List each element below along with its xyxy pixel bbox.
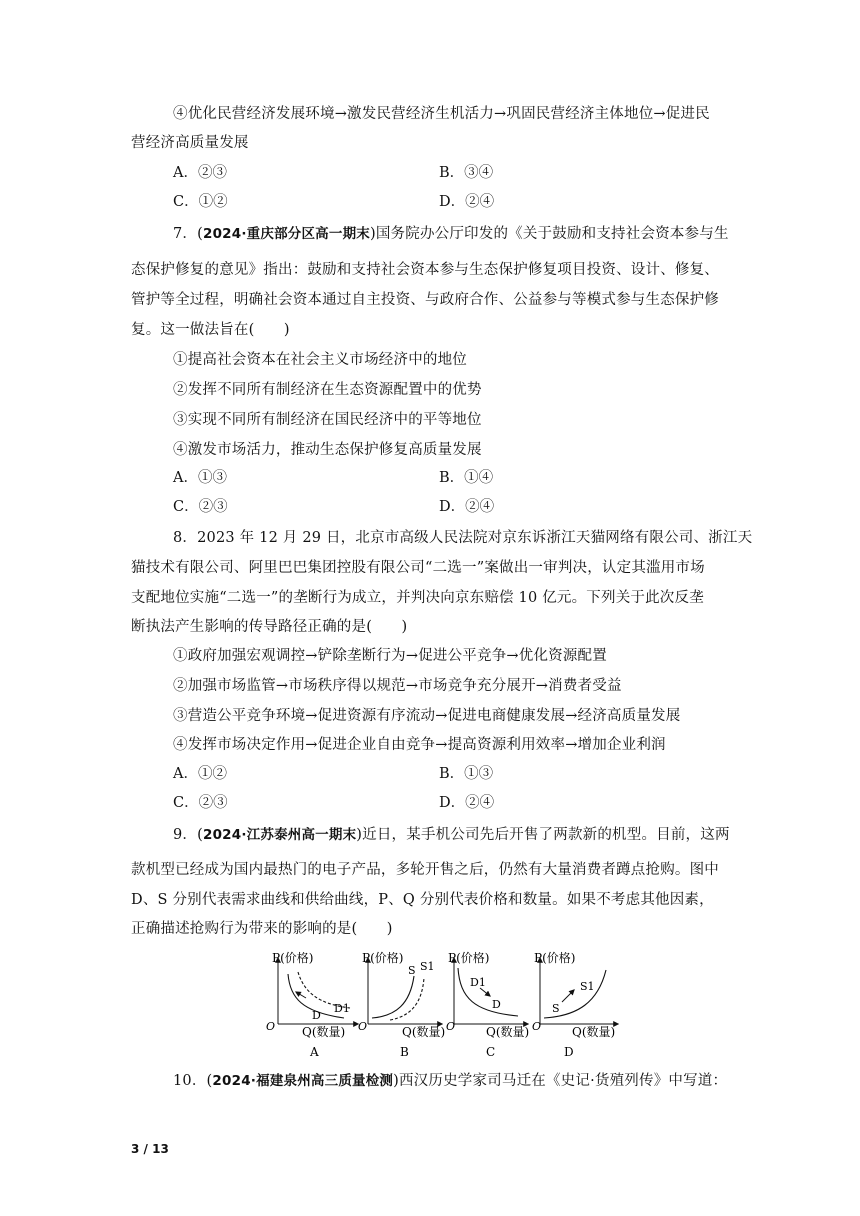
q8-option-d: D．②④	[439, 795, 495, 811]
panel-d-shift-arrow	[562, 990, 574, 1002]
q7-item-3: ③实现不同所有制经济在国民经济中的平等地位	[173, 412, 482, 428]
panel-d-curve-label-2: S1	[580, 980, 595, 993]
q8-item-1: ①政府加强宏观调控→铲除垄断行为→促进公平竞争→优化资源配置	[173, 648, 607, 664]
panel-a-origin: O	[266, 1020, 276, 1033]
q7-option-c: C．②③	[173, 499, 228, 515]
q8-item-2: ②加强市场监管→市场秩序得以规范→市场竞争充分展开→消费者受益	[173, 678, 622, 694]
q6-option-a: A．②③	[173, 165, 227, 181]
panel-d-x-label: Q(数量)	[572, 1025, 616, 1039]
q6-option-b: B．③④	[439, 165, 494, 181]
q8-stem-line3: 支配地位实施“二选一”的垄断行为成立，并判决向京东赔偿 10 亿元。下列关于此次反垄	[131, 590, 704, 606]
q6-item4-line1: ④优化民营经济发展环境→激发民营经济生机活力→巩固民营经济主体地位→促进民	[173, 106, 710, 122]
q9-stem-line3: D、S 分别代表需求曲线和供给曲线，P、Q 分别代表价格和数量。如果不考虑其他因素，	[131, 892, 714, 908]
q9-source: 2024·江苏泰州高一期末	[202, 827, 357, 843]
q7-option-d: D．②④	[439, 499, 495, 515]
q6-item4-line2: 营经济高质量发展	[131, 135, 249, 151]
q7-stem-line4: 复。这一做法旨在( )	[131, 322, 290, 338]
q6-option-c: C．①②	[173, 194, 228, 210]
q10-stem-text: )西汉历史学家司马迁在《史记·货殖列传》中写道：	[393, 1073, 728, 1089]
panel-a-y-label: P(价格)	[272, 951, 314, 965]
q7-item-2: ②发挥不同所有制经济在生态资源配置中的优势	[173, 382, 482, 398]
q7-stem-line3: 管护等全过程，明确社会资本通过自主投资、与政府合作、公益参与等模式参与生态保护修	[131, 292, 719, 308]
q10-stem-line1	[173, 1071, 727, 1091]
panel-c-curve-outer	[458, 968, 518, 1016]
panel-c-x-label: Q(数量)	[486, 1025, 530, 1039]
panel-c-curve-label-2: D	[492, 998, 501, 1011]
panel-c-curve-label-1: D1	[470, 976, 486, 989]
panel-b-y-label: P(价格)	[362, 951, 404, 965]
q8-stem-line4: 断执法产生影响的传导路径正确的是( )	[131, 619, 408, 635]
q7-option-a: A．①③	[173, 470, 227, 486]
q8-option-c: C．②③	[173, 795, 228, 811]
panel-c-caption: C	[486, 1045, 496, 1059]
panel-b-curve-label-2: S1	[420, 960, 435, 973]
panel-b-origin: O	[358, 1020, 368, 1033]
q9-stem-line2: 款机型已经成为国内最热门的电子产品，多轮开售之后，仍然有大量消费者蹲点抢购。图中	[131, 862, 719, 878]
panel-b	[358, 950, 445, 1059]
q7-option-b: B．①④	[439, 470, 494, 486]
q9-stem-line1	[173, 825, 730, 845]
panel-b-x-label: Q(数量)	[402, 1025, 446, 1039]
q9-stem-line4: 正确描述抢购行为带来的影响的是( )	[131, 921, 393, 937]
q6-option-d: D．②④	[439, 194, 495, 210]
q8-option-b: B．①③	[439, 766, 494, 782]
panel-c-origin: O	[446, 1020, 456, 1033]
panel-d-caption: D	[564, 1045, 574, 1059]
q8-item-3: ③营造公平竞争环境→促进资源有序流动→促进电商健康发展→经济高质量发展	[173, 708, 681, 724]
q10-source: 2024·福建泉州高三质量检测	[212, 1073, 394, 1089]
q7-stem-text: )国务院办公厅印发的《关于鼓励和支持社会资本参与生	[370, 226, 729, 242]
panel-a-x-label: Q(数量)	[302, 1025, 346, 1039]
panel-a-caption: A	[310, 1045, 319, 1059]
q8-stem-line1: 8．2023 年 12 月 29 日，北京市高级人民法院对京东诉浙江天猫网络有限公司、浙江天	[173, 530, 753, 546]
q9-number: 9．(	[173, 827, 203, 843]
q9-supply-demand-figure	[262, 946, 622, 1062]
q8-stem-line2: 猫技术有限公司、阿里巴巴集团控股有限公司“二选一”案做出一审判决，认定其滥用市场	[131, 560, 705, 576]
q10-number: 10．(	[173, 1073, 213, 1089]
panel-d-curve-label-1: S	[552, 1002, 560, 1015]
panel-a-curve-label-2: D1	[334, 1002, 350, 1015]
panel-c-y-label: P(价格)	[448, 951, 490, 965]
panel-b-curve-s	[372, 976, 414, 1018]
q7-source: 2024·重庆部分区高一期末	[202, 226, 370, 242]
panel-c	[446, 950, 529, 1059]
q9-stem-text: )近日，某手机公司先后开售了两款新的机型。目前，这两	[356, 827, 730, 843]
q8-item-4: ④发挥市场决定作用→促进企业自由竞争→提高资源利用效率→增加企业利润	[173, 737, 666, 753]
q7-item-1: ①提高社会资本在社会主义市场经济中的地位	[173, 352, 467, 368]
panel-a-shift-arrow	[296, 992, 306, 998]
q7-number: 7．(	[173, 226, 203, 242]
panel-a	[266, 950, 358, 1059]
q7-item-4: ④激发市场活力，推动生态保护修复高质量发展	[173, 442, 482, 458]
q7-stem-line2: 态保护修复的意见》指出：鼓励和支持社会资本参与生态保护修复项目投资、设计、修复、	[131, 262, 719, 278]
panel-b-curve-label-1: S	[408, 964, 416, 977]
q7-stem-line1	[173, 224, 729, 244]
panel-d	[532, 950, 618, 1059]
q8-option-a: A．①②	[173, 766, 227, 782]
panel-a-curve-label-1: D	[312, 1009, 321, 1022]
page-number: 3 / 13	[131, 1142, 169, 1156]
panel-d-origin: O	[532, 1020, 542, 1033]
panel-c-shift-arrow	[480, 988, 490, 996]
panel-b-caption: B	[400, 1045, 409, 1059]
panel-d-y-label: P(价格)	[534, 951, 576, 965]
